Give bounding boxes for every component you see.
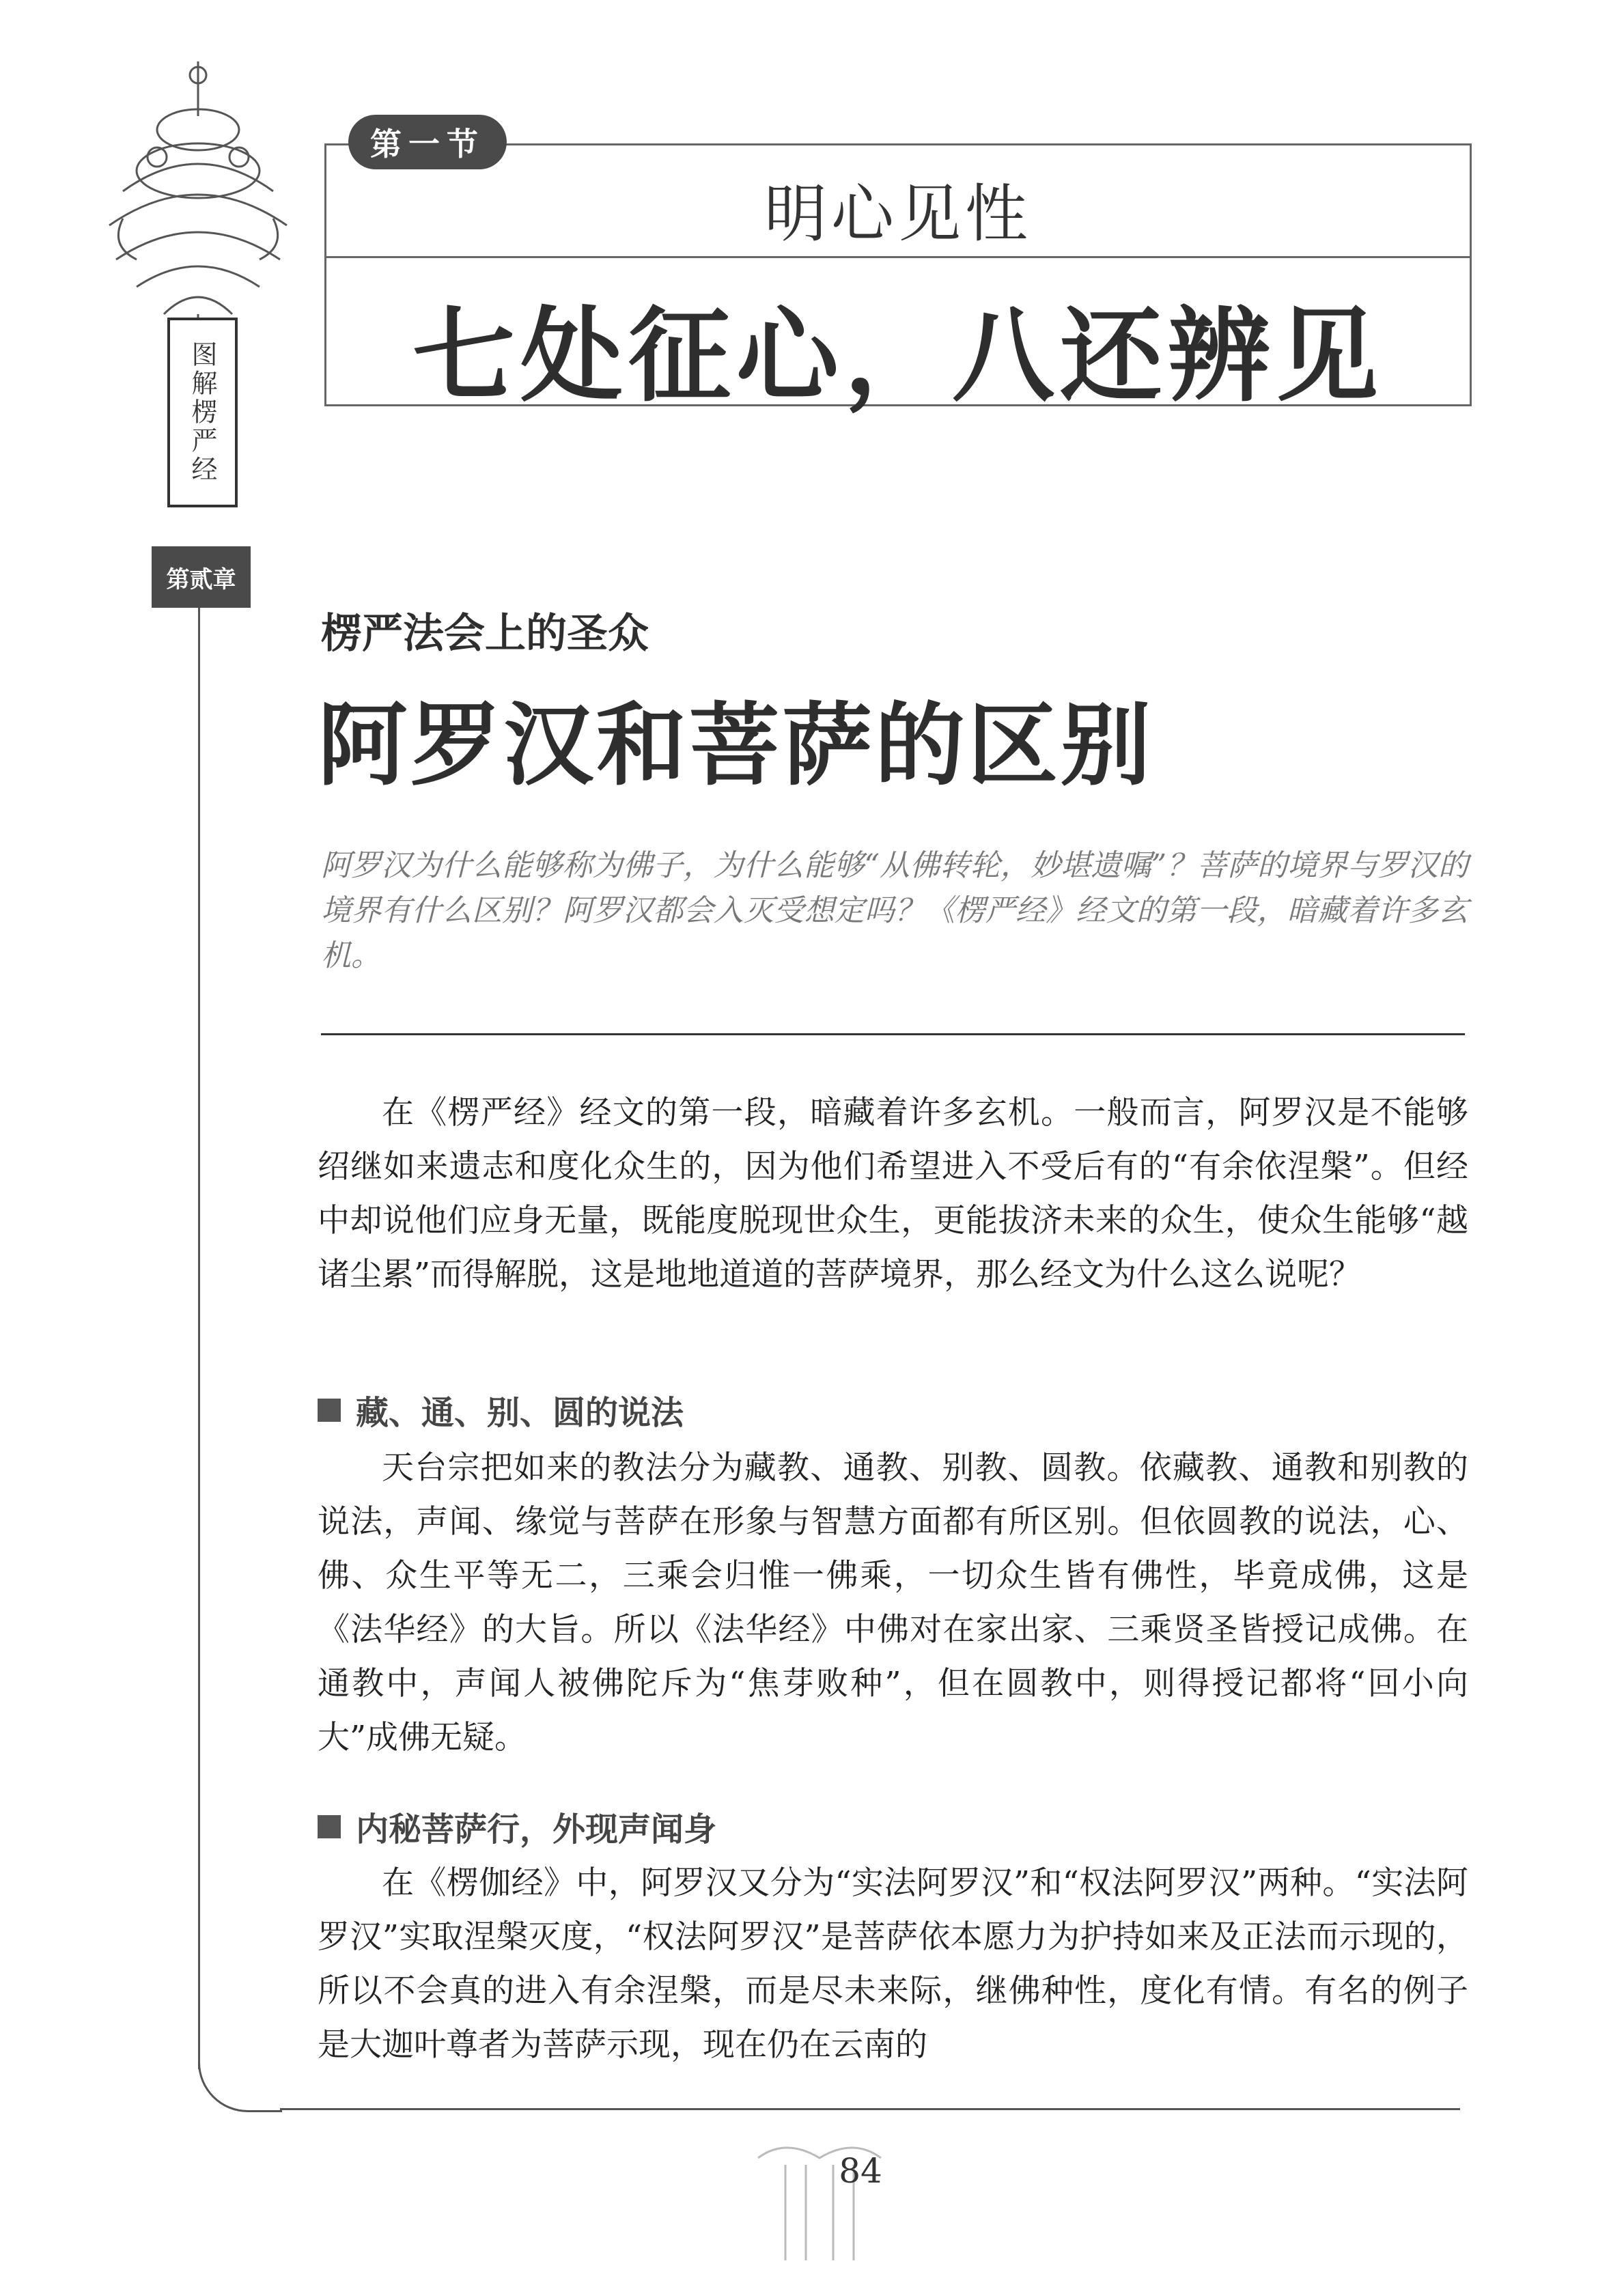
- square-bullet-icon: [318, 1399, 341, 1422]
- article-title: 阿罗汉和菩萨的区别: [318, 692, 1153, 798]
- section-header-divider: [324, 256, 1472, 258]
- subheading-text: 藏、通、别、圆的说法: [356, 1394, 684, 1432]
- spine-curve: [198, 2062, 282, 2112]
- subheading: [318, 1803, 716, 1850]
- section-subtitle: 明心见性: [764, 178, 1032, 251]
- lotus-ornament-icon: [96, 55, 300, 341]
- spine-book-title-box: [167, 318, 238, 507]
- intro-divider: [321, 1033, 1465, 1035]
- article-intro: 阿罗汉为什么能够称为佛子，为什么能够“从佛转轮，妙堪遗嘱”？菩萨的境界与罗汉的境界有什么区别？阿罗汉都会入灭受想定吗？《楞严经》经文的第一段，暗藏着许多玄机。: [321, 848, 1468, 973]
- spine-book-title: 图解楞严经: [187, 341, 217, 484]
- subheading: [318, 1386, 684, 1433]
- body-paragraph: 在《楞严经》经文的第一段，暗藏着许多玄机。一般而言，阿罗汉是不能够绍继如来遗志和度化众生的，因为他们希望进入不受后有的“有余依涅槃”。但经中却说他们应身无量，既能度脱现世众生，更能拔济未来的众生，使众生能够“越诸尘累”而得解脱，这是地地道道的菩萨境界，那么经文为什么这么说呢？: [318, 1094, 1468, 1293]
- square-bullet-icon: [318, 1815, 341, 1838]
- footer-line: [280, 2108, 1460, 2110]
- spine-chapter-label: 第贰章: [152, 546, 251, 608]
- body-paragraph: 天台宗把如来的教法分为藏教、通教、别教、圆教。依藏教、通教和别教的说法，声闻、缘觉与菩萨在形象与智慧方面都有所区别。但依圆教的说法，心、佛、众生平等无二，三乘会归惟一佛乘，一切众生皆有佛性，毕竟成佛，这是《法华经》的大旨。所以《法华经》中佛对在家出家、三乘贤圣皆授记成佛。在通教中，声闻人被佛陀斥为“焦芽败种”，但在圆教中，则得授记都将“回小向大”成佛无疑。: [318, 1449, 1468, 1756]
- page-number: 84: [839, 2151, 882, 2191]
- spine-line: [198, 608, 200, 2069]
- section-badge: 第一节: [348, 115, 507, 169]
- subheading-text: 内秘菩萨行，外现声闻身: [356, 1810, 717, 1849]
- article-kicker: 楞严法会上的圣众: [321, 610, 649, 658]
- section-title: 七处征心，八还辨见: [412, 296, 1384, 416]
- body-paragraph: 在《楞伽经》中，阿罗汉又分为“实法阿罗汉”和“权法阿罗汉”两种。“实法阿罗汉”实取涅槃灭度，“权法阿罗汉”是菩萨依本愿力为护持如来及正法而示现的，所以不会真的进入有余涅槃，而是尽未来际，继佛种性，度化有情。有名的例子是大迦叶尊者为菩萨示现，现在仍在云南的: [318, 1864, 1468, 2064]
